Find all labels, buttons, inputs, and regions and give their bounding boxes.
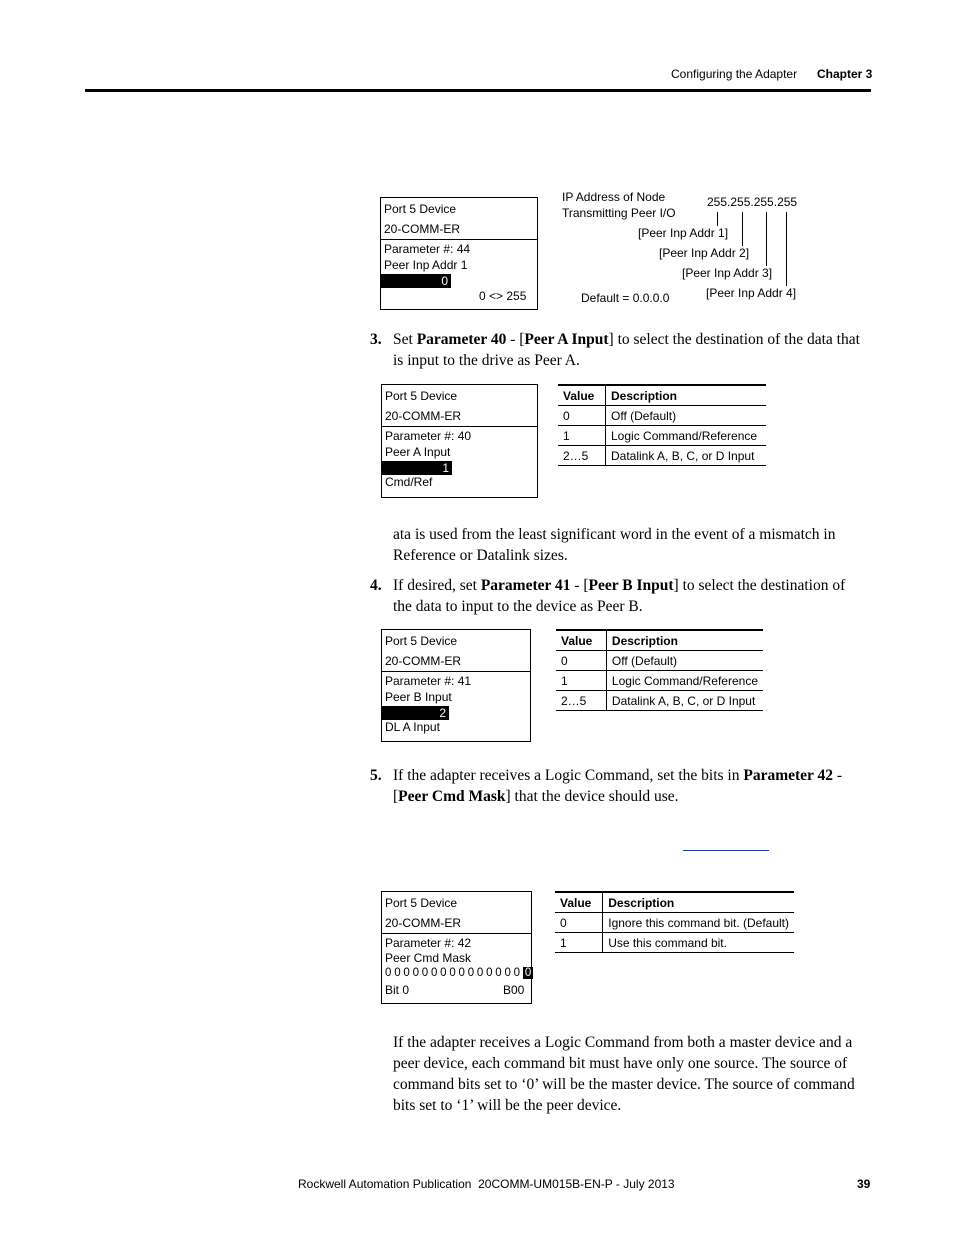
table-header-description: Description <box>606 630 763 651</box>
step-5-text <box>393 765 873 807</box>
table-cell: Logic Command/Reference <box>606 426 767 446</box>
table-cell: 0 <box>556 651 606 671</box>
lcd-param-name: Peer Inp Addr 1 <box>384 258 468 272</box>
step-4-post-2: the data to input to the device as Peer B. <box>393 598 643 615</box>
lcd-port-line: Port 5 Device <box>385 389 458 403</box>
lcd-display-param-42 <box>381 891 532 1004</box>
table-cell: 2…5 <box>558 446 606 466</box>
ip-label-line2: Transmitting Peer I/O <box>562 206 676 220</box>
table-row <box>558 446 766 466</box>
step-4-param-name: Peer B Input <box>588 577 674 594</box>
step-3-param-name: Peer A Input <box>524 331 609 348</box>
step-3-post-1: ] to select the destination of the data that <box>608 331 860 348</box>
lcd-device-line: 20-COMM-ER <box>384 222 461 236</box>
table-header-row <box>558 385 766 406</box>
table-header-row <box>556 630 763 651</box>
table-cell: Datalink A, B, C, or D Input <box>606 446 767 466</box>
lcd-port-line: Port 5 Device <box>384 202 457 216</box>
lcd-device-line: 20-COMM-ER <box>385 916 462 930</box>
lcd-value-text: DL A Input <box>385 720 440 734</box>
header-rule <box>85 89 871 92</box>
lcd-port-line: Port 5 Device <box>385 634 458 648</box>
step-4-post-1: ] to select the destination of <box>673 577 846 594</box>
step-3-text <box>393 329 873 371</box>
lcd-bit-field <box>385 967 533 979</box>
table-cell: 1 <box>558 426 606 446</box>
table-cell: 0 <box>558 406 606 426</box>
step-5-pre: If the adapter receives a Logic Command, set the bits in <box>393 767 744 784</box>
lcd-separator <box>382 933 531 934</box>
connector-line-1 <box>717 212 718 226</box>
peer-inp-addr-4-label: [Peer Inp Addr 4] <box>706 286 797 300</box>
header-chapter: Chapter 3 <box>817 67 873 81</box>
lcd-param-number: Parameter #: 40 <box>385 429 472 443</box>
step-4-pre: If desired, set <box>393 577 481 594</box>
step-5-dash: - <box>833 767 843 784</box>
table-row <box>558 426 766 446</box>
lcd-range: 0 <> 255 <box>479 289 527 303</box>
paragraph-line-3: command bits set to ‘0’ will be the master device. The source of command <box>393 1076 855 1093</box>
table-header-description: Description <box>606 385 767 406</box>
peer-inp-addr-3-label: [Peer Inp Addr 3] <box>682 266 773 280</box>
step-4-param: Parameter 41 <box>480 577 571 594</box>
step-3-pre: Set <box>393 331 417 348</box>
step-5-param: Parameter 42 <box>743 767 834 784</box>
default-address: Default = 0.0.0.0 <box>581 291 670 305</box>
step-3-dash: - [ <box>506 331 525 348</box>
table-row <box>558 406 766 426</box>
lcd-bit-label: Bit 0 <box>385 983 410 997</box>
lcd-device-line: 20-COMM-ER <box>385 409 462 423</box>
step-5-number: 5. <box>370 767 382 784</box>
peer-inp-addr-2-label: [Peer Inp Addr 2] <box>659 246 750 260</box>
table-cell: 1 <box>556 671 606 691</box>
lcd-separator <box>382 671 530 672</box>
connector-line-3 <box>766 212 767 266</box>
lcd-display-param-41 <box>381 629 531 742</box>
table-header-description: Description <box>603 892 794 913</box>
lcd-value-highlight: 1 <box>382 461 452 475</box>
peer-inp-addr-1-label: [Peer Inp Addr 1] <box>638 226 729 240</box>
table-cell: Datalink A, B, C, or D Input <box>606 691 763 711</box>
table-cell: 1 <box>555 933 603 953</box>
table-cell: Off (Default) <box>606 406 767 426</box>
table-cell: Ignore this command bit. (Default) <box>603 913 794 933</box>
step-3-number: 3. <box>370 331 382 348</box>
footer-publication: Rockwell Automation Publication 20COMM-UM015B-EN-P - July 2013 <box>298 1177 675 1191</box>
ip-value: 255.255.255.255 <box>707 195 798 209</box>
paragraph-line-4: bits set to ‘1’ will be the peer device. <box>393 1097 622 1114</box>
lcd-value-highlight: 2 <box>382 706 449 720</box>
link-underline[interactable] <box>683 850 769 851</box>
peer-cmd-mask-values-table <box>555 891 794 953</box>
step-5-bracket-open: [ <box>393 788 399 805</box>
note-line-1: ata is used from the least significant word in the event of a mismatch in <box>393 526 836 543</box>
peer-b-input-values-table <box>556 629 763 711</box>
lcd-param-name: Peer A Input <box>385 445 451 459</box>
table-row <box>555 933 794 953</box>
table-row <box>556 671 763 691</box>
note-line-2: Reference or Datalink sizes. <box>393 547 568 564</box>
paragraph-line-2: peer device, each command bit must have only one source. The source of <box>393 1055 848 1072</box>
lcd-param-number: Parameter #: 41 <box>385 674 472 688</box>
step-4-dash: - [ <box>570 577 589 594</box>
step-4-text <box>393 575 873 617</box>
lcd-param-name: Peer Cmd Mask <box>385 951 472 965</box>
page-number: 39 <box>857 1177 871 1191</box>
step-5-param-name: Peer Cmd Mask <box>398 788 506 805</box>
paragraph-line-1: If the adapter receives a Logic Command from both a master device and a <box>393 1034 853 1051</box>
ip-label-line1: IP Address of Node <box>562 190 666 204</box>
table-cell: Off (Default) <box>606 651 763 671</box>
lcd-bit-code: B00 <box>503 983 525 997</box>
connector-line-2 <box>742 212 743 246</box>
step-4-number: 4. <box>370 577 382 594</box>
lcd-display-param-44 <box>380 197 538 310</box>
note-text <box>393 524 836 566</box>
lcd-value-text: Cmd/Ref <box>385 475 433 489</box>
step-3-post-2: is input to the drive as Peer A. <box>393 352 580 369</box>
table-row <box>556 691 763 711</box>
lcd-display-param-40 <box>381 384 538 498</box>
lcd-param-name: Peer B Input <box>385 690 452 704</box>
lcd-separator <box>381 239 537 240</box>
table-header-value: Value <box>558 385 606 406</box>
lcd-port-line: Port 5 Device <box>385 896 458 910</box>
table-row <box>556 651 763 671</box>
connector-line-4 <box>786 212 787 286</box>
lcd-param-number: Parameter #: 42 <box>385 936 472 950</box>
peer-a-input-values-table <box>558 384 766 466</box>
lcd-separator <box>382 426 537 427</box>
table-row <box>555 913 794 933</box>
table-cell: 2…5 <box>556 691 606 711</box>
lcd-device-line: 20-COMM-ER <box>385 654 462 668</box>
lcd-param-number: Parameter #: 44 <box>384 242 471 256</box>
table-cell: Use this command bit. <box>603 933 794 953</box>
table-header-row <box>555 892 794 913</box>
table-header-value: Value <box>555 892 603 913</box>
step-5-post: ] that the device should use. <box>505 788 679 805</box>
lcd-bits: 0 0 0 0 0 0 0 0 0 0 0 0 0 0 0 <box>385 967 520 979</box>
table-header-value: Value <box>556 630 606 651</box>
step-3-param: Parameter 40 <box>416 331 507 348</box>
master-peer-paragraph <box>393 1032 855 1116</box>
table-cell: Logic Command/Reference <box>606 671 763 691</box>
lcd-value-highlight: 0 <box>381 274 451 288</box>
lcd-selected-bit: 0 <box>524 967 532 979</box>
header-section: Configuring the Adapter <box>671 67 798 81</box>
table-cell: 0 <box>555 913 603 933</box>
